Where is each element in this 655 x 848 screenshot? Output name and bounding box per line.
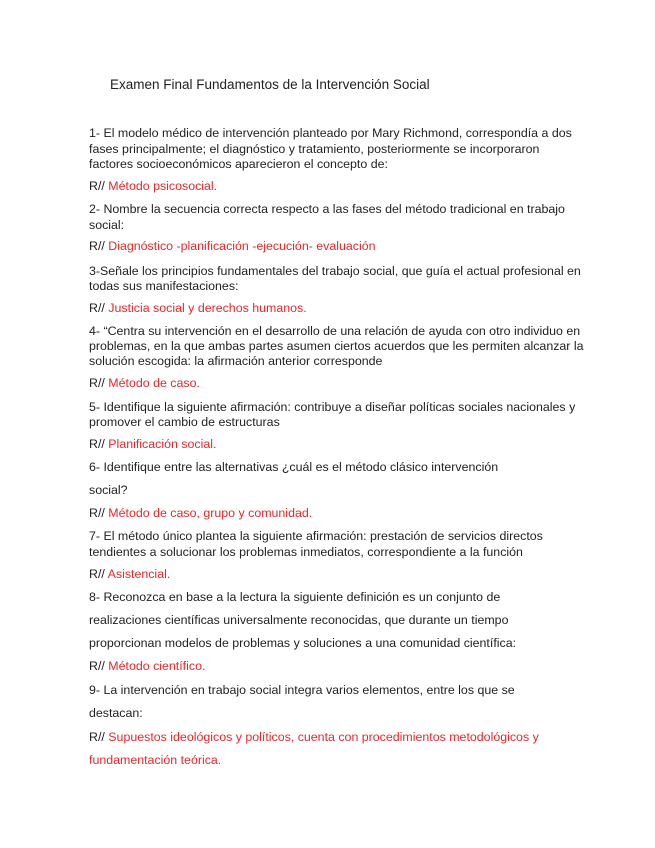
question-6-line-2: social?: [89, 483, 128, 497]
question-1-line-1: 1- El modelo médico de intervención planteado por Mary Richmond, correspondía a dos: [89, 126, 572, 140]
question-9-line-2: destacan:: [89, 706, 143, 720]
question-4-line-3: solución escogida: la afirmación anterior corresponde: [89, 354, 383, 368]
question-3-line-1: 3-Señale los principios fundamentales del trabajo social, que guía el actual profesional en: [89, 264, 581, 278]
question-7-line-2: tendientes a solucionar los problemas inmediatos, correspondiente a la función: [89, 545, 523, 559]
answer-4: [89, 375, 200, 391]
question-3-line-2: todas sus manifestaciones:: [89, 279, 239, 293]
answer-2: [89, 238, 376, 254]
question-8-line-2: realizaciones científicas universalmente reconocidas, que durante un tiempo: [89, 613, 509, 627]
question-1-line-2: fases principalmente; el diagnóstico y tratamiento, posteriormente se incorporaron: [89, 142, 540, 156]
answer-4-text: Método de caso.: [108, 376, 200, 390]
answer-9: [89, 729, 539, 745]
answer-prefix: R//: [89, 567, 105, 581]
question-8-line-3: proporcionan modelos de problemas y soluciones a una comunidad científica:: [89, 636, 517, 650]
answer-prefix: R//: [89, 301, 105, 315]
answer-1: [89, 178, 217, 194]
question-5-line-1: 5- Identifique la siguiente afirmación: contribuye a diseñar políticas sociales nacionales y: [89, 400, 576, 414]
answer-3: [89, 300, 307, 316]
question-7-line-1: 7- El método único plantea la siguiente afirmación: prestación de servicios directos: [89, 529, 543, 543]
answer-prefix: R//: [89, 506, 105, 520]
question-9-line-1: 9- La intervención en trabajo social integra varios elementos, entre los que se: [89, 683, 515, 697]
answer-7-text: Asistencial.: [107, 567, 171, 581]
answer-prefix: R//: [89, 179, 105, 193]
answer-prefix: R//: [89, 730, 105, 744]
question-8-line-1: 8- Reconozca en base a la lectura la siguiente definición es un conjunto de: [89, 590, 501, 604]
answer-prefix: R//: [89, 239, 105, 253]
question-4-line-1: 4- “Centra su intervención en el desarrollo de una relación de ayuda con otro individuo en: [89, 324, 581, 338]
answer-3-text: Justicia social y derechos humanos.: [108, 301, 307, 315]
answer-8: [89, 658, 205, 674]
answer-5: [89, 436, 216, 452]
answer-9-line-2: fundamentación teórica.: [89, 753, 222, 767]
question-5-line-2: promover el cambio de estructuras: [89, 415, 280, 429]
answer-prefix: R//: [89, 437, 105, 451]
answer-9-text-line-1: Supuestos ideológicos y políticos, cuenta con procedimientos metodológicos y: [108, 730, 539, 744]
answer-7: [89, 566, 170, 582]
answer-6: [89, 505, 312, 521]
question-6-line-1: 6- Identifique entre las alternativas ¿cuál es el método clásico intervención: [89, 460, 499, 474]
question-1-line-3: factores socioeconómicos aparecieron el concepto de:: [89, 157, 388, 171]
answer-5-text: Planificación social.: [108, 437, 217, 451]
page-title: Examen Final Fundamentos de la Intervención Social: [110, 77, 430, 92]
question-2-line-2: social:: [89, 218, 125, 232]
question-4-line-2: problemas, en la que ambas partes asumen ciertos acuerdos que les permiten alcanzar la: [89, 339, 584, 353]
answer-8-text: Método científico.: [108, 659, 206, 673]
question-2-line-1: 2- Nombre la secuencia correcta respecto a las fases del método tradicional en trabajo: [89, 202, 565, 216]
answer-1-text: Método psicosocial.: [108, 179, 218, 193]
answer-prefix: R//: [89, 376, 105, 390]
answer-2-text: Diagnóstico -planificación -ejecución- evaluación: [108, 239, 376, 253]
answer-prefix: R//: [89, 659, 105, 673]
answer-6-text: Método de caso, grupo y comunidad.: [108, 506, 313, 520]
